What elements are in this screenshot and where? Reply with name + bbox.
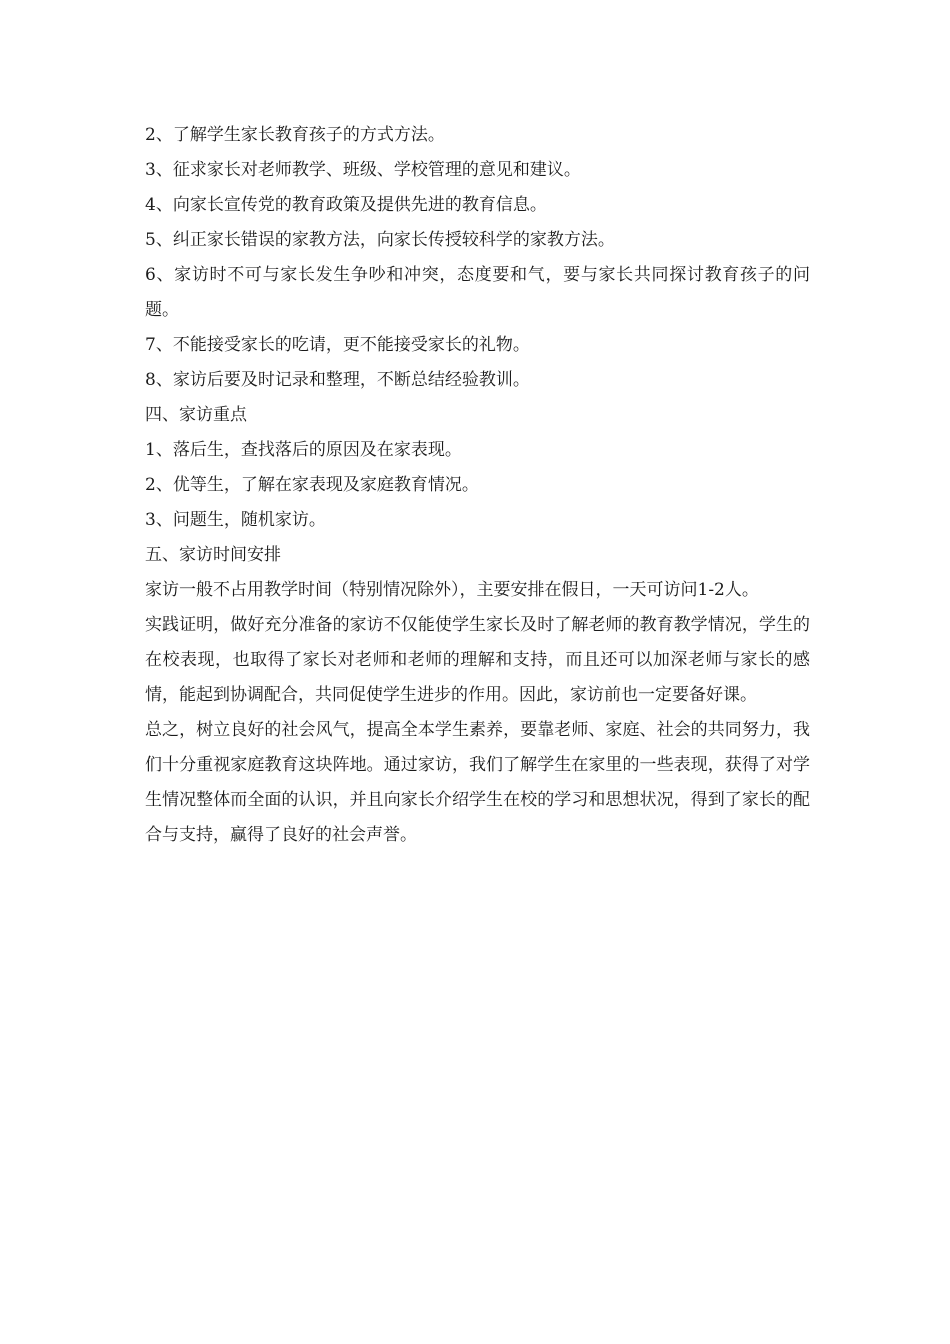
list-item-7: 7、不能接受家长的吃请，更不能接受家长的礼物。 [145,335,530,355]
list-item-5: 5、纠正家长错误的家教方法，向家长传授较科学的家教方法。 [145,230,615,250]
list-item-8: 8、家访后要及时记录和整理，不断总结经验教训。 [145,370,530,390]
section-heading-4: 四、家访重点 [145,405,247,425]
practice-paragraph: 实践证明，做好充分准备的家访不仅能使学生家长及时了解老师的教育教学情况，学生的在校表现，也取得了家长对老师和老师的理解和支持，而且还可以加深老师与家长的感情，能起到协调配合，共同促使学生进步的作用。因此，家访前也一定要备好课。 [145,615,810,705]
section-heading-5: 五、家访时间安排 [145,545,281,565]
list-item-6: 6、家访时不可与家长发生争吵和冲突，态度要和气，要与家长共同探讨教育孩子的问题。 [145,265,810,320]
document-body [145,118,810,853]
list-item-3: 3、征求家长对老师教学、班级、学校管理的意见和建议。 [145,160,581,180]
schedule-paragraph: 家访一般不占用教学时间（特别情况除外），主要安排在假日，一天可访问1-2人。 [145,580,759,600]
focus-item-2: 2、优等生，了解在家表现及家庭教育情况。 [145,475,479,495]
list-item-4: 4、向家长宣传党的教育政策及提供先进的教育信息。 [145,195,547,215]
summary-paragraph: 总之，树立良好的社会风气，提高全本学生素养，要靠老师、家庭、社会的共同努力，我们十分重视家庭教育这块阵地。通过家访，我们了解学生在家里的一些表现，获得了对学生情况整体而全面的认识，并且向家长介绍学生在校的学习和思想状况，得到了家长的配合与支持，赢得了良好的社会声誉。 [145,720,810,845]
focus-item-1: 1、落后生，查找落后的原因及在家表现。 [145,440,462,460]
focus-item-3: 3、问题生，随机家访。 [145,510,326,530]
list-item-2: 2、了解学生家长教育孩子的方式方法。 [145,125,445,145]
